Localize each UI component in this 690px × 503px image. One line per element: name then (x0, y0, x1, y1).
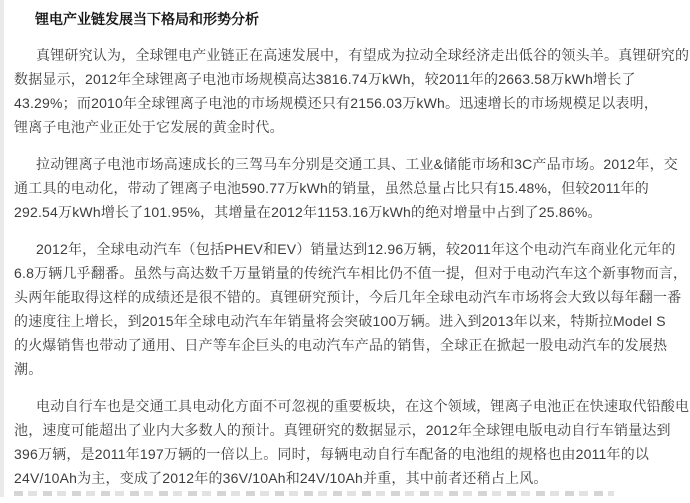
clipped-next-line-remnant (14, 491, 614, 496)
paragraph (14, 152, 682, 224)
article-body (14, 43, 690, 490)
text-line: 池，速度可能超出了业内大多数人的预计。真锂研究的数据显示，2012年全球锂电版电动自行车销量达到 (14, 422, 671, 438)
article-page (14, 0, 690, 503)
text-line: 通工具的电动化，带动了锂离子电池590.77万kWh的销量，虽然总量占比只有15.48%，但较2011年的 (14, 180, 650, 196)
text-line: 潮。 (14, 361, 43, 377)
text-line: 电动自行车也是交通工具电动化方面不可忽视的重要板块，在这个领域，锂离子电池正在快速取代铅酸电 (36, 398, 690, 414)
text-line: 的火爆销售也带动了通用、日产等车企巨头的电动汽车产品的销售，全球正在掀起一股电动汽车的发展热 (14, 337, 668, 353)
paragraph (14, 43, 690, 139)
text-line: 6.8万辆几乎翻番。虽然与高达数千万量销量的传统汽车相比仍不值一提，但对于电动汽车这个新事物而言， (14, 265, 688, 281)
text-line: 数据显示，2012年全球锂离子电池市场规模高达3816.74万kWh，较2011年的2663.58万kWh增长了 (14, 71, 636, 87)
text-line: 头两年能取得这样的成绩还是很不错的。真锂研究预计，今后几年全球电动汽车市场将会大致以每年翻一番 (14, 289, 682, 305)
text-line: 的速度往上增长，到2015年全球电动汽车年销量将会突破100万辆。进入到2013年以来，特斯拉Model S (14, 313, 666, 329)
text-line: 292.54万kWh增长了101.95%，其增量在2012年1153.16万kWh的绝对增量中占到了25.86%。 (14, 204, 602, 220)
text-line: 396万辆，是2011年197万辆的一倍以上。同时，每辆电动自行车配备的电池组的规格也由2011年的以 (14, 446, 650, 462)
text-line: 24V/10Ah为主，变成了2012年的36V/10Ah和24V/10Ah并重，其中前者还稍占上风。 (14, 470, 548, 486)
paragraph (14, 394, 690, 490)
paragraph (14, 237, 688, 381)
article-title: 锂电产业链发展当下格局和形势分析 (35, 11, 259, 27)
text-line: 43.29%；而2010年全球锂离子电池的市场规模还只有2156.03万kWh。迅速增长的市场规模足以表明， (14, 95, 659, 111)
text-line: 拉动锂离子电池市场高速成长的三驾马车分别是交通工具、工业&储能市场和3C产品市场。2012年，交 (36, 156, 678, 172)
text-line: 锂离子电池产业正处于它发展的黄金时代。 (14, 119, 284, 135)
left-edge-border (0, 0, 4, 497)
text-line: 真锂研究认为，全球锂电产业链正在高速发展中，有望成为拉动全球经济走出低谷的领头羊。真锂研究的 (36, 47, 690, 63)
text-line: 2012年，全球电动汽车（包括PHEV和EV）销量达到12.96万辆，较2011年这个电动汽车商业化元年的 (36, 241, 676, 257)
